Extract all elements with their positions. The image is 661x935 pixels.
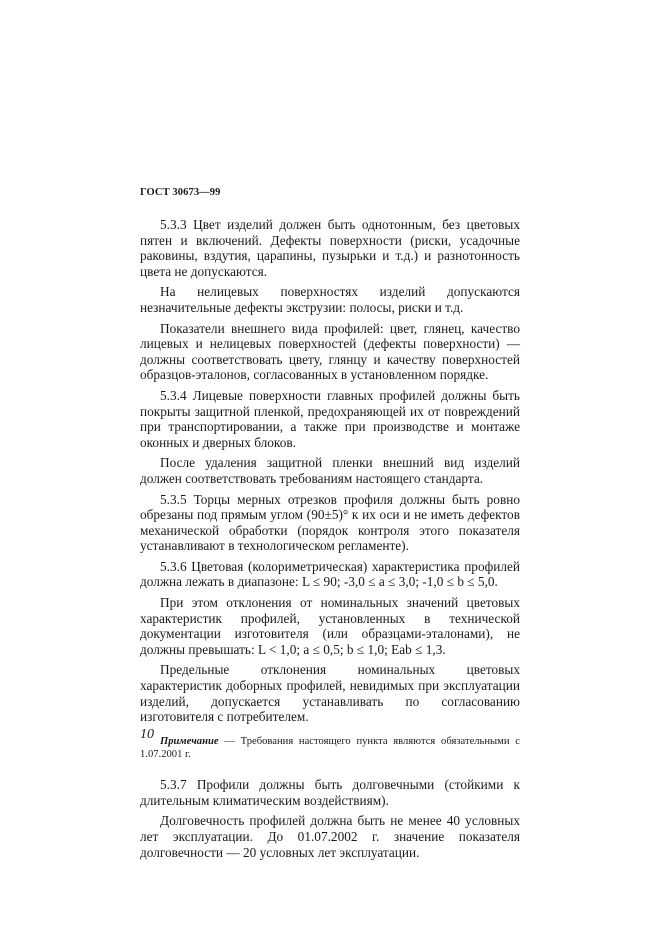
note-label: Примечание: [160, 735, 219, 747]
paragraph-appearance-indicators: Показатели внешнего вида профилей: цвет, глянец, качество лицевых и нелицевых поверхностей (дефекты поверхности) — должны соответствовать цвету, глянцу и качеству поверхностей образцов-эталонов, согласованных в установленном порядке.: [140, 320, 520, 383]
document-body: [140, 217, 520, 865]
page-number: 10: [140, 727, 154, 742]
paragraph-5-3-4: 5.3.4 Лицевые поверхности главных профилей должны быть покрыты защитной пленкой, предохраняющей их от повреждений при транспортировании, а также при производстве и монтаже оконных и дверных блоков.: [140, 387, 520, 450]
paragraph-nonface-defects: На нелицевых поверхностях изделий допускаются незначительные дефекты экструзии: полосы, риски и т.д.: [140, 284, 520, 315]
paragraph-film-removal: После удаления защитной пленки внешний вид изделий должен соответствовать требованиям настоящего стандарта.: [140, 455, 520, 486]
note: [140, 735, 520, 761]
note-text: — Требования настоящего пункта являются обязательными с 1.07.2001 г.: [140, 735, 520, 761]
paragraph-durability: Долговечность профилей должна быть не менее 40 условных лет эксплуатации. До 01.07.2002 г. значение показателя долговечности — 20 условных лет эксплуатации.: [140, 813, 520, 860]
document-header: ГОСТ 30673—99: [140, 187, 221, 198]
paragraph-color-deviations: При этом отклонения от номинальных значений цветовых характеристик профилей, установленных в технической документации изготовителя (или образцами-эталонами), не должны превышать: L < 1,0; a ≤ 0,5; b ≤ 1,0; Eab ≤ 1,3.: [140, 595, 520, 657]
paragraph-5-3-6: 5.3.6 Цветовая (колориметрическая) характеристика профилей должна лежать в диапазоне: L ≤ 90; -3,0 ≤ a ≤ 3,0; -1,0 ≤ b ≤ 5,0.: [140, 558, 520, 590]
paragraph-limit-deviations: Предельные отклонения номинальных цветовых характеристик доборных профилей, невидимых при эксплуатации изделий, допускается устанавливать по согласованию изготовителя с потребителем.: [140, 662, 520, 725]
paragraph-5-3-5: 5.3.5 Торцы мерных отрезков профиля должны быть ровно обрезаны под прямым углом (90±5)° к их оси и не иметь дефектов механической обработки (порядок контроля этого показателя устанавливают в технологическом регламенте).: [140, 491, 520, 554]
paragraph-5-3-3: 5.3.3 Цвет изделий должен быть однотонным, без цветовых пятен и включений. Дефекты поверхности (риски, усадочные раковины, вздутия, царапины, пузырьки и т.д.) и разнотонность цвета не допускаются.: [140, 217, 520, 279]
paragraph-5-3-7: 5.3.7 Профили должны быть долговечными (стойкими к длительным климатическим воздействиям).: [140, 777, 520, 808]
